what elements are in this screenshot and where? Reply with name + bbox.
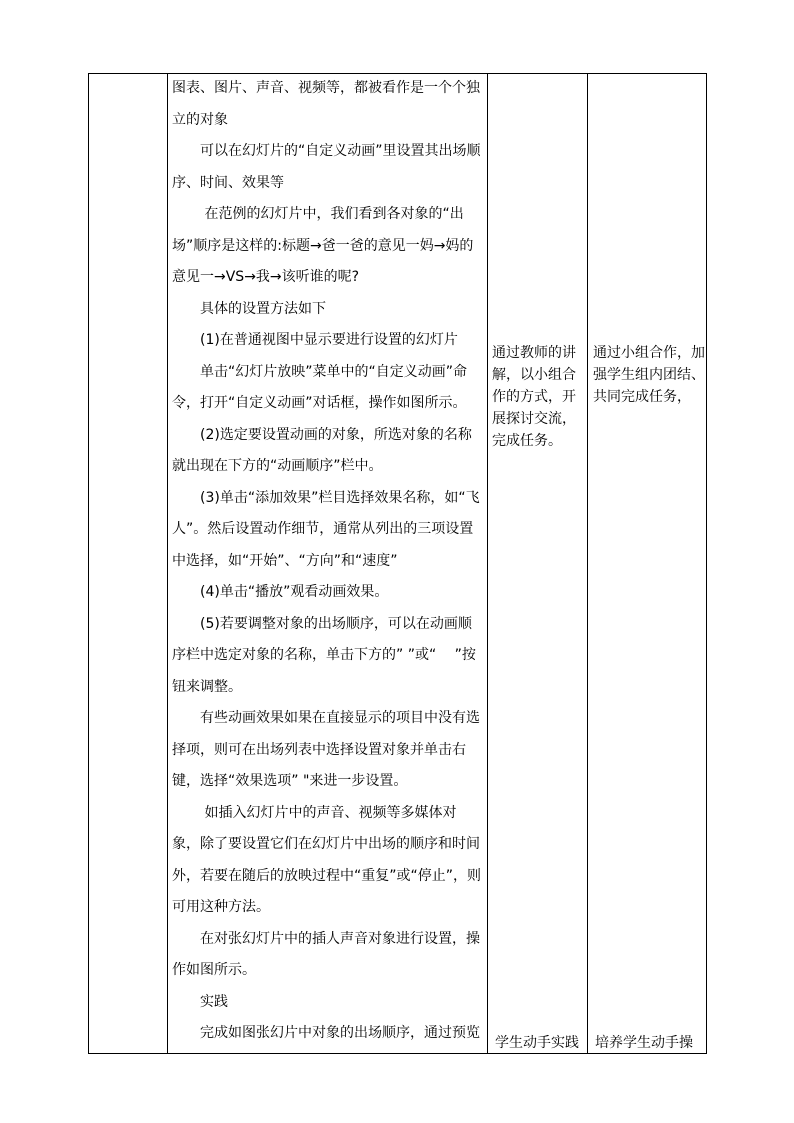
content-paragraph: 在对张幻灯片中的插人声音对象进行设置，操作如图所示。 — [172, 930, 480, 978]
content-paragraph: (2)选定要设置动画的对象，所选对象的名称就出现在下方的“动画顺序”栏中。 — [172, 426, 472, 474]
content-paragraph: (1)在普通视图中显示要进行设置的幻灯片 — [172, 332, 458, 348]
content-paragraph: 完成如图张幻片中对象的出场顺序，通过预览 — [172, 1025, 480, 1041]
table-col-border-1 — [167, 73, 168, 1054]
content-paragraph: 如插入幻灯片中的声音、视频等多媒体对象，除了要设置它们在幻灯片中出场的顺序和时间外，若要在随后的放映过程中“重复”或“停止”，则可用这种方法。 — [172, 804, 482, 915]
design-intent-cell: 培养学生动手操 — [595, 1035, 693, 1051]
student-activity-cell: 学生动手实践 — [495, 1035, 579, 1051]
table-col-border-3 — [587, 73, 588, 1054]
table-col-border-0 — [88, 73, 89, 1054]
content-paragraph: 实践 — [172, 993, 228, 1010]
content-paragraph: (5)若要调整对象的出场顺序，可以在动画顺序栏中选定对象的名称，单击下方的” ”或“ ”按钮来调整。 — [172, 615, 476, 695]
student-activity-cell: 通过教师的讲解，以小组合作的方式，开展探讨交流，完成任务。 — [492, 345, 576, 449]
teaching-content-cell — [172, 73, 484, 1050]
table-col-border-4 — [706, 73, 707, 1054]
table-col-border-2 — [487, 73, 488, 1054]
content-paragraph: (4)单击“播放”观看动画效果。 — [172, 584, 389, 600]
content-paragraph: 图表、图片、声音、视频等，都被看作是一个个独立的对象 — [172, 80, 480, 128]
design-intent-cell: 通过小组合作，加强学生组内团结、共同完成任务， — [593, 345, 705, 405]
content-paragraph: 在范例的幻灯片中，我们看到各对象的“出场”顺序是这样的:标题→爸一爸的意见一妈→妈的意见一→VS→我→该听谁的呢? — [172, 206, 474, 285]
content-paragraph: 有些动画效果如果在直接显示的项目中没有选择项，则可在出场列表中选择设置对象并单击右键，选择“效果选项” "来进一步设置。 — [172, 710, 480, 789]
content-paragraph: 具体的设置方法如下 — [172, 300, 326, 317]
table-bottom-border — [88, 1053, 707, 1054]
content-paragraph: 单击“幻灯片放映”菜单中的“自定义动画”命令，打开“自定义动画”对话框，操作如图所示。 — [172, 363, 468, 411]
content-paragraph: (3)单击“添加效果”栏目选择效果名称，如“飞人”。然后设置动作细节，通常从列出的三项设置中选择，如“开始”、“方向”和“速度” — [172, 489, 480, 569]
content-paragraph: 可以在幻灯片的“自定义动画”里设置其出场顺序、时间、效果等 — [172, 143, 481, 191]
